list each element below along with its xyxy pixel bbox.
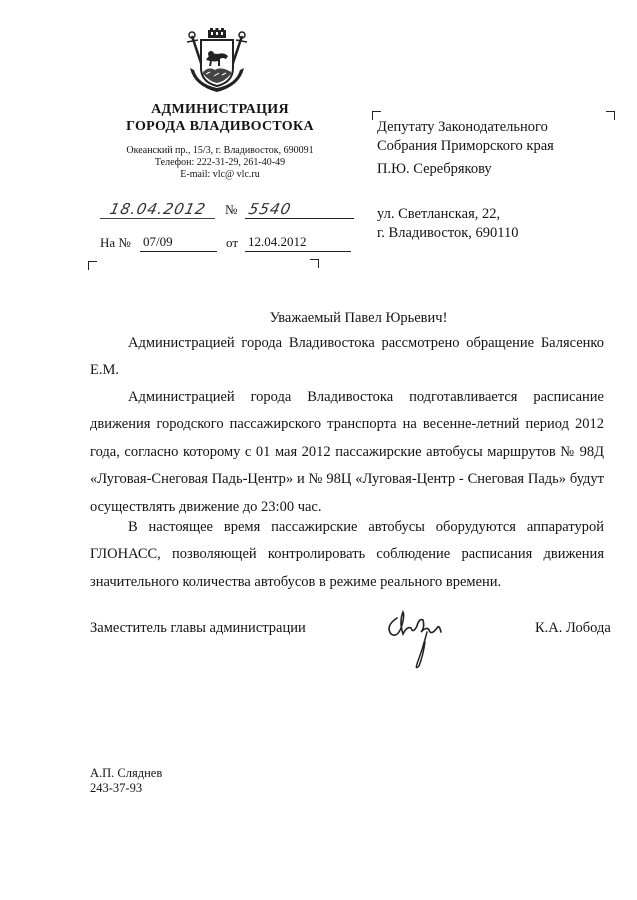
addressee-city: г. Владивосток, 690110 xyxy=(377,225,519,241)
org-name-line2: ГОРОДА ВЛАДИВОСТОКА xyxy=(126,119,314,134)
reply-date-field xyxy=(245,233,351,252)
body-paragraph-3: В настоящее время пассажирские автобусы оборудуются аппаратурой ГЛОНАСС, позволяющей контролировать соблюдение расписания движения значительного количества автобусов в режиме реального времени. xyxy=(90,519,604,590)
org-phone: Телефон: 222-31-29, 261-40-49 xyxy=(154,157,286,168)
addressee-street: ул. Светланская, 22, xyxy=(377,206,501,222)
org-name-line1: АДМИНИСТРАЦИЯ xyxy=(151,102,289,117)
signatory-title: Заместитель главы администрации xyxy=(90,620,306,636)
outgoing-date-field xyxy=(100,200,215,219)
reply-number: 07/09 xyxy=(143,234,173,249)
subject-corner-left xyxy=(88,261,97,270)
salutation: Уважаемый Павел Юрьевич! xyxy=(269,310,448,326)
org-address: Океанский пр., 15/3, г. Владивосток, 690091 xyxy=(126,145,314,156)
addressee-line2: Собрания Приморского края xyxy=(377,138,554,154)
executor-phone: 243-37-93 xyxy=(90,781,143,795)
reply-number-field xyxy=(140,233,217,252)
vladivostok-coat-of-arms-icon xyxy=(184,28,250,94)
outgoing-date: 18.04.2012 xyxy=(107,200,208,218)
reply-number-label: На № xyxy=(100,235,131,250)
signatory-name: К.А. Лобода xyxy=(535,620,611,636)
executor-name: А.П. Сляднев xyxy=(90,766,163,780)
handwritten-signature-icon xyxy=(383,608,453,673)
outgoing-number-label: № xyxy=(225,202,238,217)
body-paragraph-2: Администрацией города Владивостока подготавливается расписание движения городского пассажирского транспорта на весенне-летний период 2012 года, согласно которому с 01 мая 2012 пассажирские автобусы маршрутов № 98Д «Луговая-Снеговая Падь-Центр» и № 98Ц «Луговая-Центр - Снеговая Падь» будут осуществлять движение до 23:00 час. xyxy=(90,389,604,515)
addressee-line1: Депутату Законодательного xyxy=(377,119,548,135)
outgoing-number-field xyxy=(245,200,354,219)
reply-date-label: от xyxy=(226,235,239,250)
reply-date: 12.04.2012 xyxy=(248,234,307,249)
outgoing-number: 5540 xyxy=(247,200,294,218)
org-email: E-mail: vlc@ vlc.ru xyxy=(180,169,260,180)
subject-corner-right xyxy=(310,259,319,268)
body-paragraph-1: Администрацией города Владивостока рассмотрено обращение Балясенко Е.М. xyxy=(90,335,604,379)
addressee-corner-right xyxy=(606,111,615,120)
addressee-name: П.Ю. Серебрякову xyxy=(377,161,492,177)
